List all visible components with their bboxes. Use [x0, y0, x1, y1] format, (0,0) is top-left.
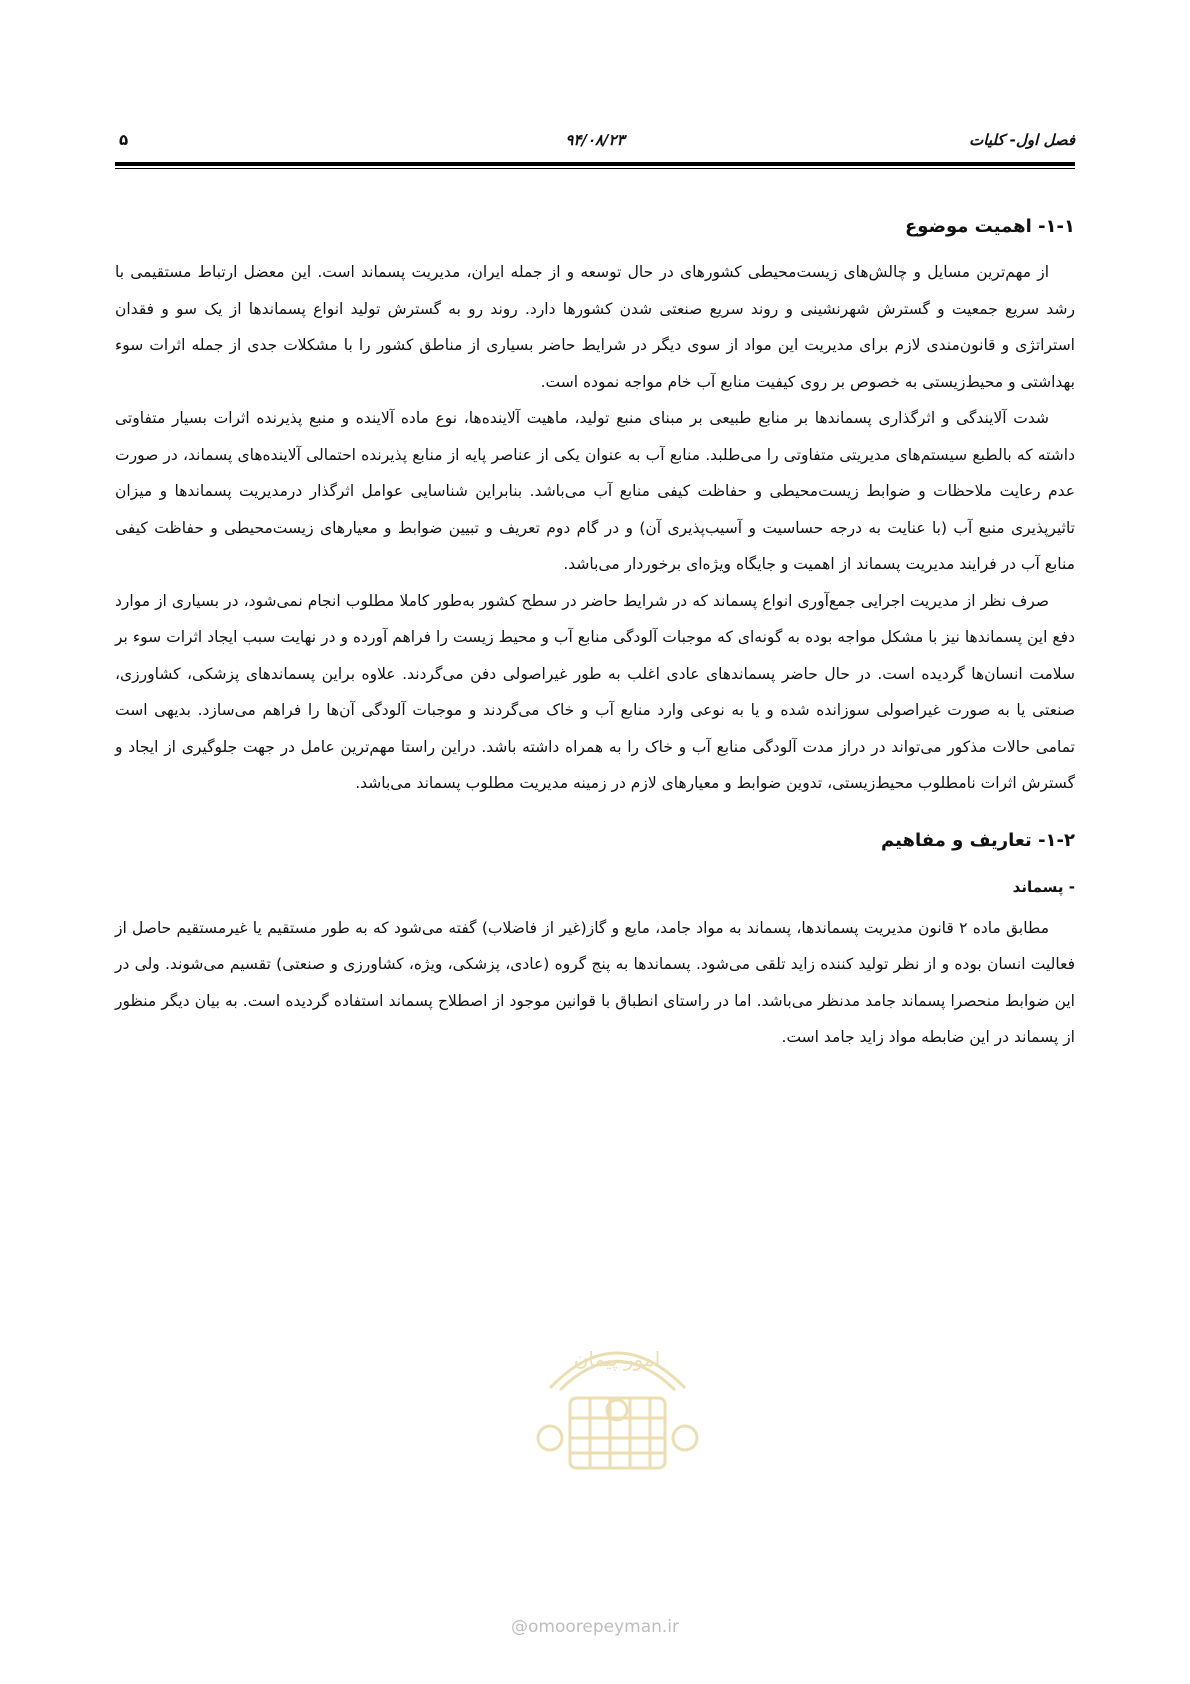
paragraph: شدت آلایندگی و اثرگذاری پسماندها بر منابع طبیعی بر مبنای منبع تولید، ماهیت آلاینده‌ها، نوع ماده آلاینده و منبع پذیرنده اثرات بسیار متفاوتی داشته که بالطبع سیستم‌های مدیریتی متفاوتی را می‌طلبد. منابع آب به عنوان یکی از عناصر پایه از منابع پذیرنده احتمالی آلاینده‌های پسماند، در صورت عدم رعایت ملاحظات و ضوابط زیست‌محیطی و حفاظت کیفی منابع آب می‌باشد. بنابراین شناسایی عوامل اثرگذار درمدیریت پسماندها و میزان تاثیرپذیری منبع آب (با عنایت به درجه حساسیت و آسیب‌پذیری آن) و در گام دوم تعریف و تبیین ضوابط و معیارهای زیست‌محیطی و حفاظت کیفی منابع آب در فرایند مدیریت پسماند از اهمیت و جایگاه ویژه‌ای برخوردار می‌باشد. [115, 409, 1075, 573]
header-rule-thick [115, 162, 1075, 166]
chapter-title: فصل اول- کلیات [969, 131, 1075, 149]
page-header [115, 125, 1075, 153]
section-heading-definitions: ۱-۲- تعاریف و مفاهیم [881, 829, 1075, 851]
page-number: ۵ [119, 131, 129, 149]
page-content [115, 210, 1075, 1056]
paragraph: صرف نظر از مدیریت اجرایی جمع‌آوری انواع پسماند که در شرایط حاضر در سطح کشور به‌طور کاملا مطلوب انجام نمی‌شود، در بسیاری از موارد دفع این پسماندها نیز با مشکل مواجه بوده به گونه‌ای که موجبات آلودگی منابع آب و محیط زیست را فراهم آورده و در نهایت سبب ایجاد اثرات سوء بر سلامت انسان‌ها گردیده است. در حال حاضر پسماندهای عادی اغلب به طور غیراصولی دفن می‌گردند. علاوه براین پسماندهای پزشکی، کشاورزی، صنعتی یا به صورت غیراصولی سوزانده شده و یا به نوعی وارد منابع آب و خاک می‌گردند و موجبات آلودگی آن‌ها را فراهم می‌سازد. بدیهی است تمامی حالات مذکور می‌تواند در دراز مدت آلودگی منابع آب و خاک را به همراه داشته باشد. دراین راستا مهم‌ترین عامل در جهت جلوگیری از ایجاد و گسترش اثرات نامطلوب محیط‌زیستی، تدوین ضوابط و معیارهای لازم در زمینه مدیریت مطلوب پسماند می‌باشد. [115, 591, 1075, 792]
paragraph: مطابق ماده ۲ قانون مدیریت پسماندها، پسماند به مواد جامد، مایع و گاز(غیر از فاضلاب) گفته می‌شود که به طور مستقیم یا غیرمستقیم حاصل از فعالیت انسان بوده و از نظر تولید کننده زاید تلقی می‌شود. پسماندها به پنج گروه (عادی، پزشکی، ویژه، کشاورزی و صنعتی) تقسیم می‌شوند. ولی در این ضوابط منحصرا پسماند جامد مدنظر می‌باشد. اما در راستای انطباق با قوانین موجود از اصطلاح پسماند استفاده گردیده است. به بیان دیگر منظور از پسماند در این ضابطه مواد زاید جامد است. [115, 918, 1075, 1046]
watermark-seal-logo [530, 1328, 705, 1488]
header-date: ۹۴/۰۸/۲۳ [565, 131, 625, 149]
section-heading-importance: ۱-۱- اهمیت موضوع [905, 216, 1075, 237]
paragraph: از مهم‌ترین مسایل و چالش‌های زیست‌محیطی کشورهای در حال توسعه و از جمله ایران، مدیریت پسماند است. این معضل ارتباط مستقیمی با رشد سریع جمعیت و گسترش شهرنشینی و روند سریع صنعتی شدن کشورها دارد. روند رو به گسترش تولید انواع پسماندها از یک سو و فقدان استراتژی و قانون‌مندی لازم برای مدیریت این مواد از سوی دیگر در شرایط حاضر بسیاری از مناطق کشور را با مشکلات جدی از جمله اثرات سوء بهداشتی و محیط‌زیستی به خصوص بر روی کیفیت منابع آب خام مواجه نموده است. [115, 263, 1075, 391]
seal-text: امور پیمان [573, 1347, 661, 1371]
watermark-url: @omoorepeyman.ir [510, 1617, 680, 1637]
header-rule-thin [115, 168, 1075, 169]
subheading-waste: - پسماند [1012, 877, 1075, 896]
